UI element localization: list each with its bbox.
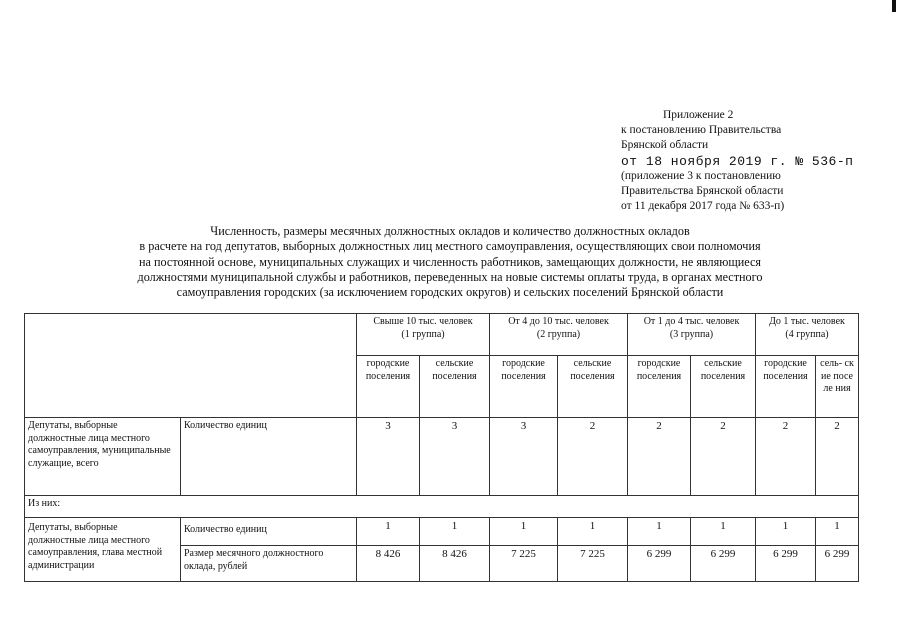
group-name: От 1 до 4 тыс. человек [643, 316, 740, 327]
row-metric: Размер месячного должностного оклада, рублей [181, 546, 357, 582]
table-cell: 2 [628, 418, 691, 496]
table-cell: 2 [558, 418, 628, 496]
group-header [756, 314, 859, 356]
group-number: (1 группа) [401, 328, 445, 340]
table-cell: 1 [420, 518, 490, 546]
group-name: От 4 до 10 тыс. человек [508, 316, 609, 327]
table-cell: 1 [558, 518, 628, 546]
group-header [490, 314, 628, 356]
table-cell: 2 [816, 418, 859, 496]
of-them-label: Из них: [25, 496, 859, 518]
table-cell: 3 [420, 418, 490, 496]
table-cell: 1 [628, 518, 691, 546]
table-cell: 2 [691, 418, 756, 496]
title-line: самоуправления городских (за исключением городских округов) и сельских поселений Брянской области [176, 285, 724, 300]
table-cell: 6 299 [816, 546, 859, 582]
row-metric: Количество единиц [181, 518, 357, 546]
table-cell: 1 [691, 518, 756, 546]
title-line: в расчете на год депутатов, выборных должностных лиц местного самоуправления, осуществляющих свои полномочия [139, 239, 761, 254]
subheader-rural: сель- ские поселе ния [816, 356, 859, 418]
group-header [628, 314, 756, 356]
appendix-line: к постановлению Правительства [621, 124, 782, 137]
table-row [25, 418, 859, 496]
staffing-table [24, 313, 859, 582]
subheader-rural: сельские поселения [420, 356, 490, 418]
row-label: Депутаты, выборные должностные лица местного самоуправления, муниципальные служащие, всего [25, 418, 181, 496]
appendix-date-stamp: от 18 ноября 2019 г. № 536-п [621, 153, 854, 169]
table-cell: 6 299 [691, 546, 756, 582]
table-cell: 6 299 [756, 546, 816, 582]
table-cell: 1 [357, 518, 420, 546]
table-cell: 1 [490, 518, 558, 546]
appendix-line: от 11 декабря 2017 года № 633-п) [621, 200, 785, 213]
row-label: Депутаты, выборные должностные лица местного самоуправления, глава местной администрации [25, 518, 181, 582]
group-name: Свыше 10 тыс. человек [373, 316, 473, 327]
appendix-line: (приложение 3 к постановлению [621, 169, 781, 182]
table-row [25, 518, 859, 546]
appendix-line: Правительства Брянской области [621, 185, 784, 198]
appendix-line: Приложение 2 [663, 109, 734, 121]
document-title [70, 224, 830, 300]
subheader-rural: сельские поселения [558, 356, 628, 418]
table-cell: 6 299 [628, 546, 691, 582]
table-cell: 1 [756, 518, 816, 546]
subheader-urban: городские поселения [628, 356, 691, 418]
table-cell: 8 426 [357, 546, 420, 582]
table-cell: 2 [756, 418, 816, 496]
subheader-urban: городские поселения [756, 356, 816, 418]
group-header [357, 314, 490, 356]
group-number: (3 группа) [669, 328, 714, 340]
subheader-urban: городские поселения [490, 356, 558, 418]
row-metric: Количество единиц [181, 418, 357, 496]
subheader-urban: городские поселения [357, 356, 420, 418]
appendix-header [621, 108, 853, 214]
group-number: (4 группа) [785, 328, 829, 340]
table-row [25, 496, 859, 518]
title-line: должностями муниципальной службы и работников, переведенных на новые системы оплаты труда, в органах местного [137, 269, 763, 284]
table-cell: 3 [490, 418, 558, 496]
table-cell: 3 [357, 418, 420, 496]
title-line: Численность, размеры месячных должностных окладов и количество должностных окладов [210, 224, 690, 238]
scan-edge-mark [892, 0, 896, 12]
group-header-row [25, 314, 859, 356]
subheader-rural: сельские поселения [691, 356, 756, 418]
appendix-line: Брянской области [621, 139, 709, 152]
table-cell: 1 [816, 518, 859, 546]
table-cell: 7 225 [490, 546, 558, 582]
header-blank-cell [25, 314, 357, 418]
group-number: (2 группа) [536, 328, 581, 340]
group-name: До 1 тыс. человек [769, 316, 845, 327]
table-cell: 7 225 [558, 546, 628, 582]
title-line: на постоянной основе, муниципальных служащих и численность работников, замещающих должности, не являющиеся [139, 254, 761, 269]
table-cell: 8 426 [420, 546, 490, 582]
